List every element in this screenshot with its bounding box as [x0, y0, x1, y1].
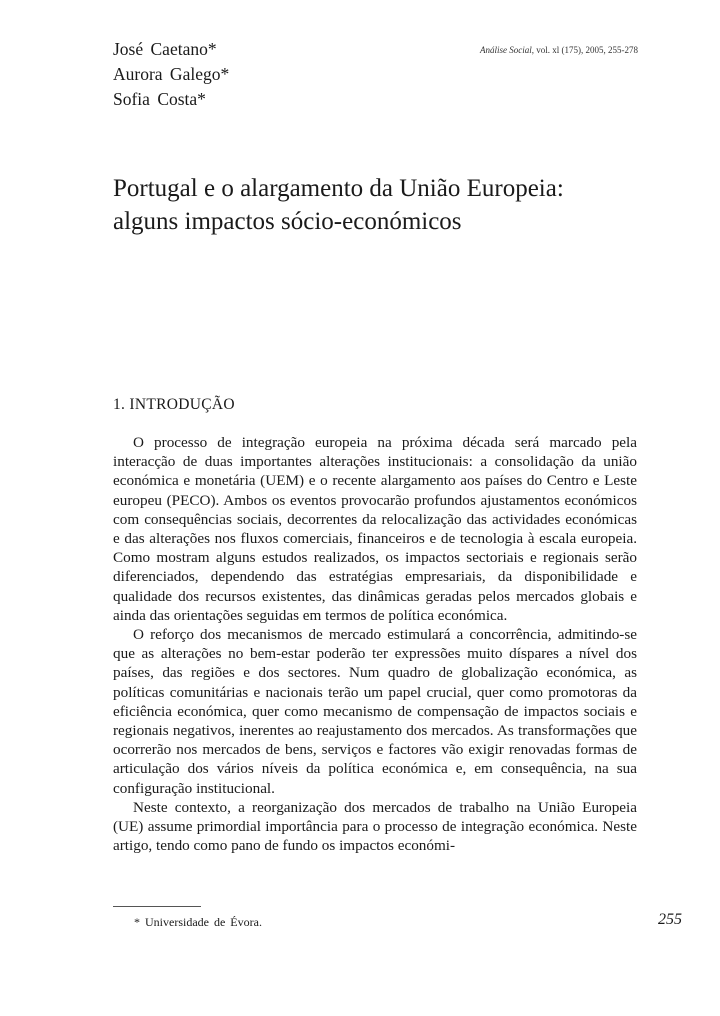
body-text — [113, 433, 637, 855]
title-line: alguns impactos sócio-económicos — [113, 208, 462, 235]
title-line: Portugal e o alargamento da União Europeia: — [113, 175, 564, 202]
author-list — [113, 37, 229, 112]
journal-reference — [480, 45, 638, 55]
author-name: Sofia Costa* — [113, 89, 206, 109]
page-number: 255 — [658, 911, 682, 928]
paragraph: Neste contexto, a reorganização dos mercados de trabalho na União Europeia (UE) assume primordial importância para o processo de integração económica. Neste artigo, tendo como pano de fundo os impactos económi- — [113, 798, 637, 855]
article-title — [113, 172, 564, 238]
footnote-divider — [113, 906, 201, 907]
footnote: * Universidade de Évora. — [134, 915, 262, 929]
journal-details: vol. xl (175), 2005, 255-278 — [536, 45, 638, 55]
paragraph: O processo de integração europeia na próxima década será marcado pela interacção de duas importantes alterações institucionais: a consolidação da união económica e monetária (UEM) e o recente alargamento aos países do Centro e Leste europeu (PECO). Ambos os eventos provocarão profundos ajustamentos económicos com consequências sociais, decorrentes da relocalização das actividades económicas e das alterações nos fluxos comerciais, financeiros e de tecnologia à escala europeia. Como mostram alguns estudos realizados, os impactos sectoriais e regionais serão diferenciados, dependendo das estratégias empresariais, da disponibilidade e qualidade dos recursos existentes, das dinâmicas geradas pelos mercados globais e ainda das orientações seguidas em termos de política económica. — [113, 434, 637, 624]
author-name: Aurora Galego* — [113, 64, 230, 84]
author-name: José Caetano* — [113, 39, 217, 59]
journal-name: Análise Social, — [480, 45, 534, 55]
section-heading: 1. INTRODUÇÃO — [113, 396, 235, 413]
paragraph: O reforço dos mecanismos de mercado estimulará a concorrência, admitindo-se que as alterações no bem-estar poderão ter expressões muito díspares a nível dos países, das regiões e dos sectores. Num quadro de globalização económica, as políticas comunitárias e nacionais terão um papel crucial, quer como promotoras da eficiência económica, quer como mecanismo de compensação de impactos sociais e regionais negativos, inerentes ao reajustamento dos mercados. As transformações que ocorrerão nos mercados de bens, serviços e factores vão exigir renovadas formas de articulação dos vários níveis da política económica e, em consequência, na sua configuração institucional. — [113, 626, 637, 797]
